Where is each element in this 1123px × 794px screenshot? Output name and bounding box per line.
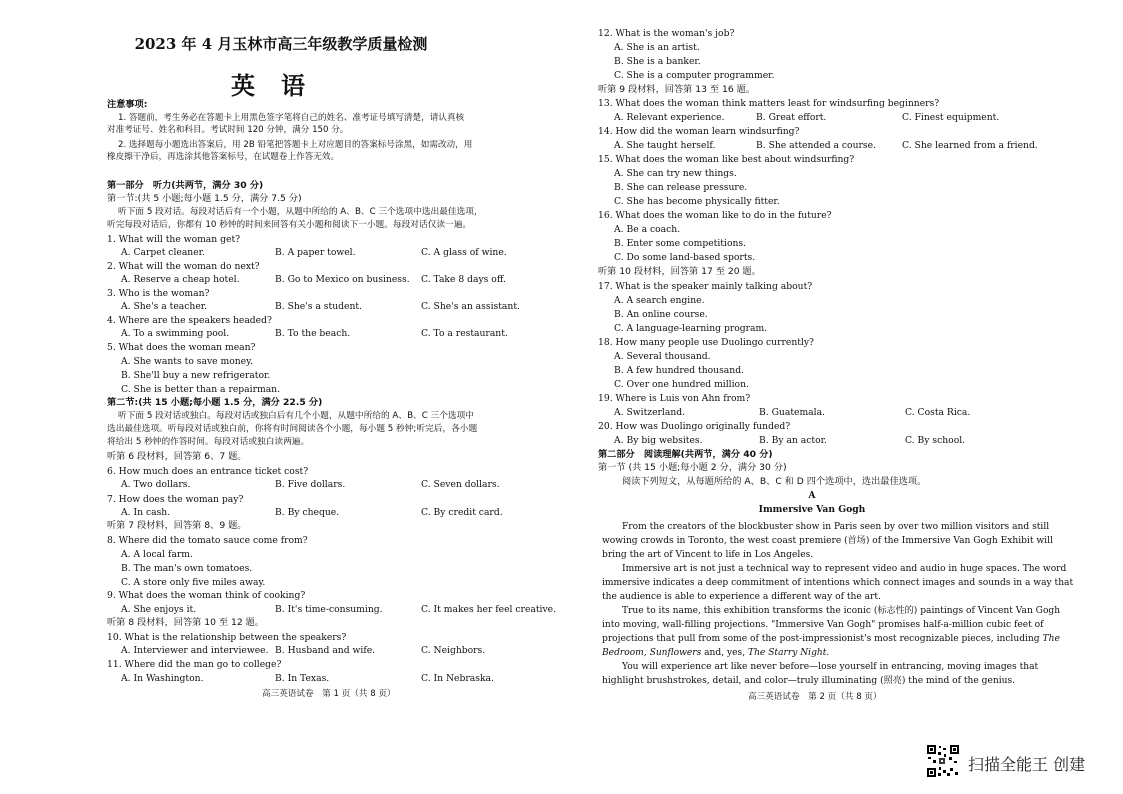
option-13b: B. Great effort. bbox=[756, 112, 827, 123]
paragraph-1-line-3: bring the art of Vincent to life in Los Angeles. bbox=[602, 550, 814, 560]
question-17: 17. What is the speaker mainly talking about? bbox=[598, 281, 813, 292]
option-2c: C. Take 8 days off. bbox=[421, 274, 506, 285]
question-12: 12. What is the woman's job? bbox=[598, 28, 735, 39]
section-2-instructions-3: 将给出 5 秒钟的作答时间。每段对话或独白读两遍。 bbox=[107, 437, 310, 447]
material-7: 听第 7 段材料，回答第 8、9 题。 bbox=[107, 520, 247, 531]
option-10c: C. Neighbors. bbox=[421, 645, 486, 656]
option-2a: A. Reserve a cheap hotel. bbox=[121, 274, 240, 285]
option-9c: C. It makes her feel creative. bbox=[421, 604, 557, 615]
paragraph-3-line-2: into moving, wall-filling projections. "Immersive Van Gogh" promises half-a-million cubic feet of bbox=[602, 620, 1044, 630]
option-10a: A. Interviewer and interviewee. bbox=[121, 645, 269, 656]
question-14: 14. How did the woman learn windsurfing? bbox=[598, 126, 800, 137]
paragraph-1-line-1: From the creators of the blockbuster show in Paris seen by over two million visitors and still bbox=[622, 522, 1050, 532]
question-10: 10. What is the relationship between the speakers? bbox=[107, 632, 347, 643]
paragraph-3-line-4-text: and, yes, bbox=[701, 648, 748, 658]
question-2: 2. What will the woman do next? bbox=[107, 261, 260, 272]
paragraph-2-line-1: Immersive art is not just a technical way to represent video and audio in huge spaces. The word bbox=[622, 564, 1067, 574]
option-5b: B. She'll buy a new refrigerator. bbox=[121, 370, 271, 381]
option-19b: B. Guatemala. bbox=[759, 407, 825, 418]
option-7b: B. By cheque. bbox=[275, 507, 340, 518]
notice-2b: 橡皮擦干净后，再选涂其他答案标号，在试题卷上作答无效。 bbox=[107, 152, 340, 162]
option-1c: C. A glass of wine. bbox=[421, 247, 507, 258]
option-7a: A. In cash. bbox=[121, 507, 171, 518]
option-20b: B. By an actor. bbox=[759, 435, 827, 446]
option-1b: B. A paper towel. bbox=[275, 247, 356, 258]
section-1-instructions: 听下面 5 段对话。每段对话后有一个小题，从题中所给的 A、B、C 三个选项中选出最佳选项， bbox=[118, 207, 483, 217]
option-17c: C. A language-learning program. bbox=[614, 323, 768, 334]
option-12c: C. She is a computer programmer. bbox=[614, 70, 775, 81]
question-13: 13. What does the woman think matters least for windsurfing beginners? bbox=[598, 98, 940, 109]
option-6a: A. Two dollars. bbox=[121, 479, 191, 490]
notice-1a: 1. 答题前，考生务必在答题卡上用黑色签字笔将自己的姓名、准考证号填写清楚，请认真核 bbox=[118, 113, 465, 123]
exam-page-2 bbox=[562, 0, 1123, 794]
option-3a: A. She's a teacher. bbox=[121, 301, 208, 312]
option-6b: B. Five dollars. bbox=[275, 479, 346, 490]
option-2b: B. Go to Mexico on business. bbox=[275, 274, 410, 285]
part-1-heading: 第一部分 听力(共两节，满分 30 分) bbox=[107, 180, 264, 191]
option-9b: B. It's time-consuming. bbox=[275, 604, 383, 615]
question-15: 15. What does the woman like best about windsurfing? bbox=[598, 154, 855, 165]
option-11b: B. In Texas. bbox=[275, 673, 330, 684]
section-2-heading: 第二节:(共 15 小题;每小题 1.5 分，满分 22.5 分) bbox=[107, 397, 323, 408]
question-19: 19. Where is Luis von Ahn from? bbox=[598, 393, 751, 404]
option-19c: C. Costa Rica. bbox=[905, 407, 971, 418]
option-5c: C. She is better than a repairman. bbox=[121, 384, 281, 395]
exam-title: 2023 年 4 月玉林市高三年级教学质量检测 bbox=[134, 35, 428, 53]
section-3-instructions: 阅读下列短文，从每题所给的 A、B、C 和 D 四个选项中，选出最佳选项。 bbox=[622, 476, 927, 487]
passage-letter: A bbox=[808, 490, 816, 501]
option-8a: A. A local farm. bbox=[121, 549, 193, 560]
paragraph-4-line-1: You will experience art like never before—lose yourself in entrancing, moving images that bbox=[622, 662, 1039, 672]
qr-code-icon bbox=[926, 744, 960, 778]
option-3c: C. She's an assistant. bbox=[421, 301, 520, 312]
question-11: 11. Where did the man go to college? bbox=[107, 659, 282, 670]
material-9: 听第 9 段材料，回答第 13 至 16 题。 bbox=[598, 84, 755, 95]
starry-night-title: The Starry Night. bbox=[748, 648, 830, 658]
section-1-heading: 第一节:(共 5 小题;每小题 1.5 分，满分 7.5 分) bbox=[107, 193, 302, 204]
watermark-text: 扫描全能王 创建 bbox=[968, 755, 1086, 774]
paragraph-3-line-1: True to its name, this exhibition transforms the iconic (标志性的) paintings of Vincent Van Gogh bbox=[622, 606, 1061, 616]
option-20c: C. By school. bbox=[905, 435, 966, 446]
option-13c: C. Finest equipment. bbox=[902, 112, 1000, 123]
option-3b: B. She's a student. bbox=[275, 301, 362, 312]
option-18a: A. Several thousand. bbox=[614, 351, 711, 362]
option-11c: C. In Nebraska. bbox=[421, 673, 494, 684]
option-19a: A. Switzerland. bbox=[614, 407, 686, 418]
option-4c: C. To a restaurant. bbox=[421, 328, 508, 339]
exam-subject: 英语 bbox=[231, 72, 331, 100]
paragraph-4-line-2: highlight brushstrokes, detail, and color—truly illuminating (照亮) the mind of the genius. bbox=[602, 676, 1016, 686]
option-20a: A. By big websites. bbox=[614, 435, 703, 446]
option-16a: A. Be a coach. bbox=[614, 224, 681, 235]
paragraph-3-line-3 bbox=[602, 633, 1060, 645]
option-14c: C. She learned from a friend. bbox=[902, 140, 1038, 151]
option-16c: C. Do some land-based sports. bbox=[614, 252, 756, 263]
material-8: 听第 8 段材料，回答第 10 至 12 题。 bbox=[107, 617, 264, 628]
section-2-instructions: 听下面 5 段对话或独白。每段对话或独白后有几个小题，从题中所给的 A、B、C 三个选项中 bbox=[118, 411, 474, 421]
section-2-instructions-2: 选出最佳选项。听每段对话或独白前，你将有时间阅读各个小题，每小题 5 秒钟;听完后，各小题 bbox=[107, 424, 478, 434]
paragraph-2-line-2: immersive indicates a deep commitment of intentions which connect images and sounds in a way that bbox=[602, 578, 1074, 588]
page-1-footer: 高三英语试卷 第 1 页（共 8 页） bbox=[262, 689, 396, 699]
scanner-watermark bbox=[926, 744, 1123, 784]
paragraph-2-line-3: the audience is able to experience a different way of the art. bbox=[602, 592, 881, 602]
option-8c: C. A store only five miles away. bbox=[121, 577, 266, 588]
question-7: 7. How does the woman pay? bbox=[107, 494, 244, 505]
option-4b: B. To the beach. bbox=[275, 328, 351, 339]
passage-title: Immersive Van Gogh bbox=[758, 504, 866, 515]
option-6c: C. Seven dollars. bbox=[421, 479, 500, 490]
option-10b: B. Husband and wife. bbox=[275, 645, 376, 656]
option-8b: B. The man's own tomatoes. bbox=[121, 563, 253, 574]
question-1: 1. What will the woman get? bbox=[107, 234, 241, 245]
option-7c: C. By credit card. bbox=[421, 507, 503, 518]
part-2-heading: 第二部分 阅读理解(共两节，满分 40 分) bbox=[598, 449, 773, 460]
section-3-heading: 第一节 (共 15 小题;每小题 2 分，满分 30 分) bbox=[598, 462, 787, 473]
option-13a: A. Relevant experience. bbox=[614, 112, 725, 123]
option-15c: C. She has become physically fitter. bbox=[614, 196, 780, 207]
artwork-titles: Bedroom, Sunflowers bbox=[602, 648, 702, 658]
option-15a: A. She can try new things. bbox=[614, 168, 737, 179]
option-18b: B. A few hundred thousand. bbox=[614, 365, 745, 376]
paragraph-3-line-3-italic: The bbox=[1042, 634, 1060, 644]
option-4a: A. To a swimming pool. bbox=[121, 328, 230, 339]
notice-1b: 对准考证号、姓名和科目。考试时间 120 分钟，满分 150 分。 bbox=[107, 125, 349, 135]
option-14b: B. She attended a course. bbox=[756, 140, 876, 151]
page-2-footer: 高三英语试卷 第 2 页（共 8 页） bbox=[748, 692, 882, 702]
option-17b: B. An online course. bbox=[614, 309, 708, 320]
option-14a: A. She taught herself. bbox=[614, 140, 716, 151]
notice-heading: 注意事项: bbox=[107, 99, 148, 110]
question-3: 3. Who is the woman? bbox=[107, 288, 210, 299]
question-18: 18. How many people use Duolingo currently? bbox=[598, 337, 814, 348]
option-9a: A. She enjoys it. bbox=[121, 604, 197, 615]
question-8: 8. Where did the tomato sauce come from? bbox=[107, 535, 308, 546]
paragraph-1-line-2: wowing crowds in Toronto, the west coast premiere (首场) of the Immersive Van Gogh Exhibit will bbox=[602, 536, 1053, 546]
material-6: 听第 6 段材料，回答第 6、7 题。 bbox=[107, 451, 247, 462]
paragraph-3-line-3-text: projections that pull from some of the post-impressionist's most recognizable pieces, including bbox=[602, 634, 1040, 644]
section-1-instructions-2: 听完每段对话后，你都有 10 秒钟的时间来回答有关小题和阅读下一小题。每段对话仅读一遍。 bbox=[107, 220, 472, 230]
option-11a: A. In Washington. bbox=[121, 673, 204, 684]
option-1a: A. Carpet cleaner. bbox=[121, 247, 205, 258]
question-4: 4. Where are the speakers headed? bbox=[107, 315, 272, 326]
option-17a: A. A search engine. bbox=[614, 295, 705, 306]
material-10: 听第 10 段材料，回答第 17 至 20 题。 bbox=[598, 266, 761, 277]
question-6: 6. How much does an entrance ticket cost? bbox=[107, 466, 309, 477]
option-5a: A. She wants to save money. bbox=[121, 356, 254, 367]
question-5: 5. What does the woman mean? bbox=[107, 342, 256, 353]
question-20: 20. How was Duolingo originally funded? bbox=[598, 421, 791, 432]
option-16b: B. Enter some competitions. bbox=[614, 238, 747, 249]
question-16: 16. What does the woman like to do in the future? bbox=[598, 210, 832, 221]
option-12a: A. She is an artist. bbox=[614, 42, 700, 53]
option-12b: B. She is a banker. bbox=[614, 56, 701, 67]
option-18c: C. Over one hundred million. bbox=[614, 379, 749, 390]
notice-2a: 2. 选择题每小题选出答案后，用 2B 铅笔把答题卡上对应题目的答案标号涂黑，如需改动，用 bbox=[118, 140, 473, 150]
option-15b: B. She can release pressure. bbox=[614, 182, 748, 193]
paragraph-3-line-4 bbox=[602, 647, 829, 659]
question-9: 9. What does the woman think of cooking? bbox=[107, 590, 306, 601]
